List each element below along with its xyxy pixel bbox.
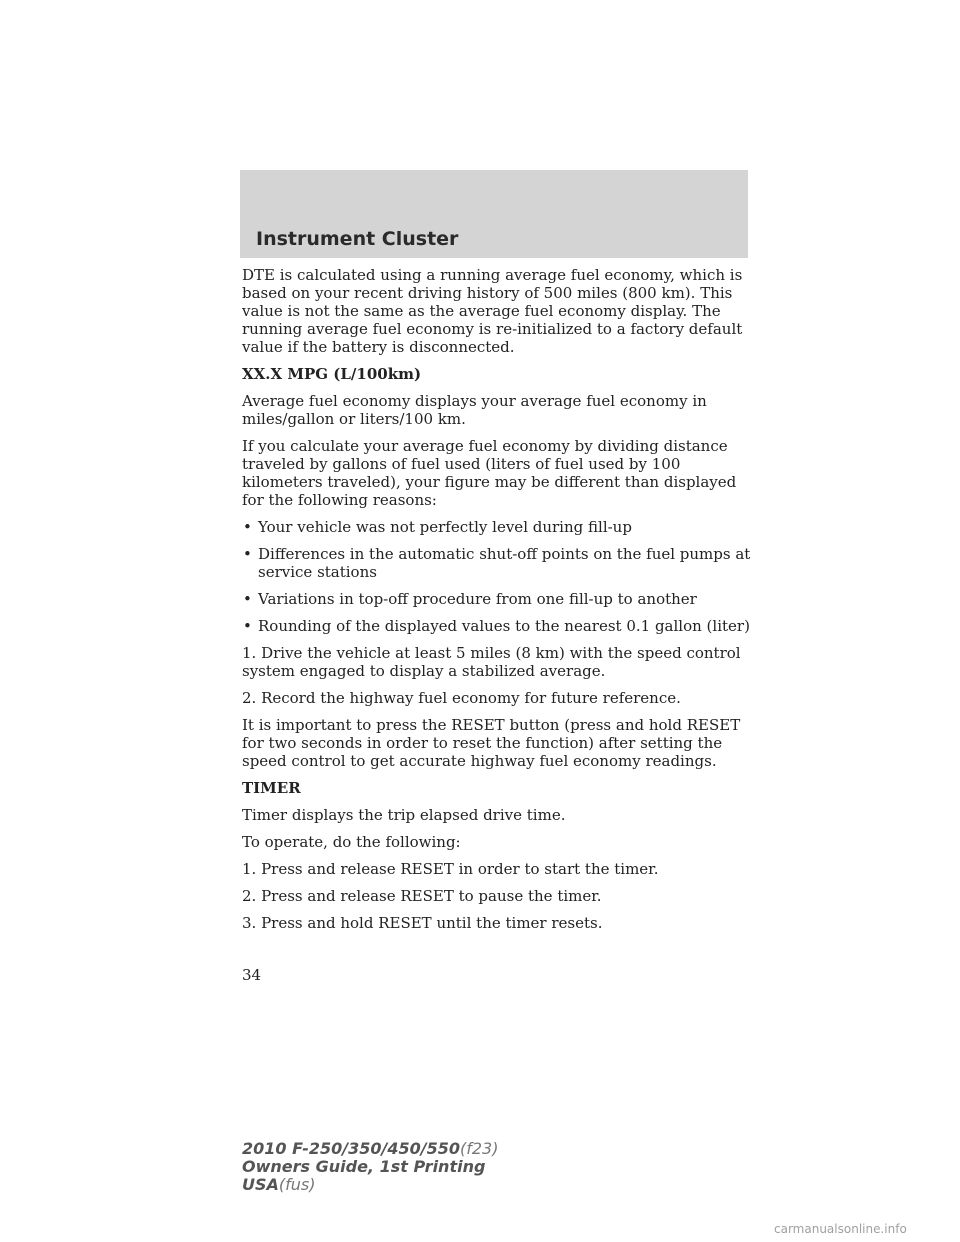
- list-item: • Your vehicle was not perfectly level during fill-up: [243, 518, 632, 536]
- reasons-list: [242, 518, 752, 635]
- list-item: • Differences in the automatic shut-off points on the fuel pumps at service stations: [243, 545, 751, 581]
- heading-mpg: XX.X MPG (L/100km): [242, 365, 422, 383]
- footer-model-line: 2010 F-250/350/450/550(f23): [242, 1139, 499, 1158]
- step-record: 2. Record the highway fuel economy for future reference.: [242, 689, 681, 707]
- bullet-icon: •: [243, 590, 252, 608]
- timer-step-reset: 3. Press and hold RESET until the timer resets.: [242, 914, 603, 932]
- page-content: [242, 266, 752, 941]
- paragraph-calculation: If you calculate your average fuel economy by dividing distance traveled by gallons of fuel used (liters of fuel used by 100 kilometers traveled), your figure may be different than displayed for the following reasons:: [242, 437, 737, 509]
- watermark: carmanualsonline.info: [774, 1222, 907, 1236]
- footer-guide-line: Owners Guide, 1st Printing: [242, 1157, 486, 1176]
- heading-timer: TIMER: [242, 779, 301, 797]
- bullet-icon: •: [243, 545, 252, 563]
- timer-step-pause: 2. Press and release RESET to pause the timer.: [242, 887, 602, 905]
- list-item: • Variations in top-off procedure from one fill-up to another: [243, 590, 697, 608]
- paragraph-timer: Timer displays the trip elapsed drive time.: [242, 806, 566, 824]
- timer-step-start: 1. Press and release RESET in order to start the timer.: [242, 860, 659, 878]
- list-item: • Rounding of the displayed values to the nearest 0.1 gallon (liter): [243, 617, 750, 635]
- paragraph-reset-note: It is important to press the RESET button (press and hold RESET for two seconds in order to reset the function) after setting the speed control to get accurate highway fuel economy readings.: [242, 716, 741, 770]
- paragraph-dte: DTE is calculated using a running average fuel economy, which is based on your recent driving history of 500 miles (800 km). This value is not the same as the average fuel economy display. The running average fuel economy is re-initialized to a factory default value if the battery is disconnected.: [242, 266, 743, 356]
- publication-footer: [242, 1140, 498, 1194]
- bullet-icon: •: [243, 518, 252, 536]
- paragraph-average-economy: Average fuel economy displays your average fuel economy in miles/gallon or liters/100 km.: [242, 392, 707, 428]
- step-drive: 1. Drive the vehicle at least 5 miles (8 km) with the speed control system engaged to display a stabilized average.: [242, 644, 741, 680]
- paragraph-operate: To operate, do the following:: [242, 833, 461, 851]
- bullet-icon: •: [243, 617, 252, 635]
- page-number: 34: [242, 966, 262, 984]
- section-title: Instrument Cluster: [256, 228, 459, 250]
- footer-region-line: USA(fus): [242, 1175, 316, 1194]
